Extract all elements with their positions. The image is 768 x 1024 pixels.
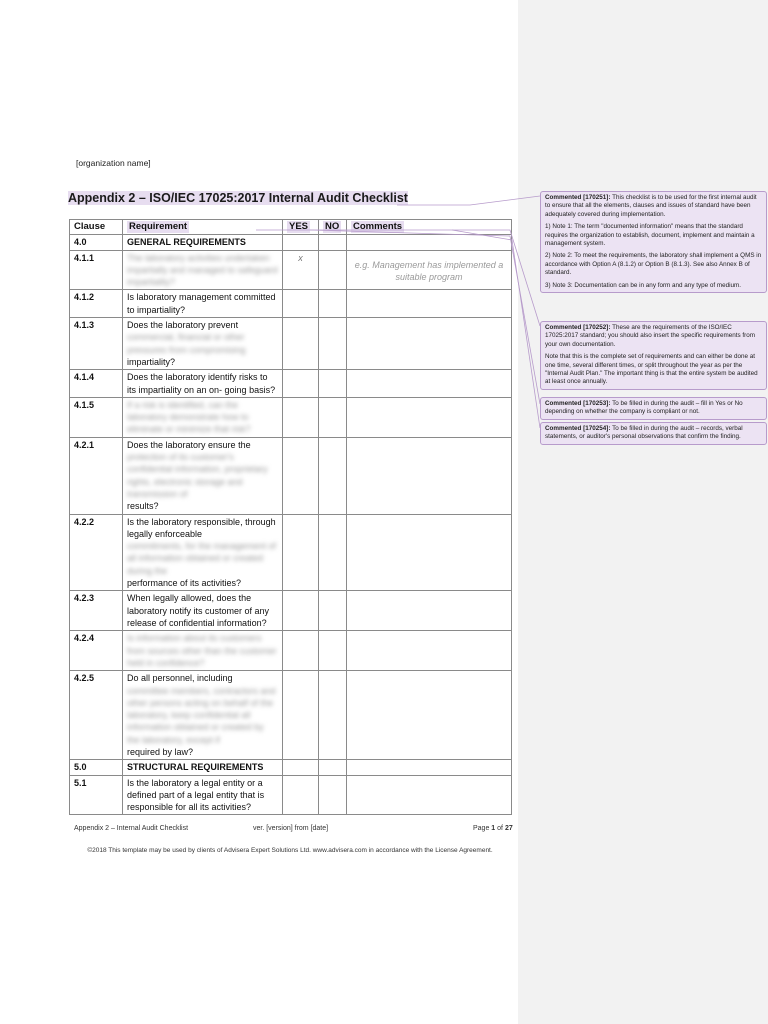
- section-heading: STRUCTURAL REQUIREMENTS: [123, 760, 283, 775]
- footer-page-of: of: [495, 825, 505, 832]
- clause-cell: 4.0: [70, 235, 123, 250]
- requirement-text: impartiality?: [127, 356, 176, 367]
- comment-id: Commented [170253]:: [545, 400, 611, 407]
- clause-cell: 4.1.1: [70, 250, 123, 290]
- comment-id: Commented [170252]:: [545, 324, 611, 331]
- organization-name: [organization name]: [76, 158, 151, 168]
- comment-text: To be filled in during the audit – records, verbal statements, or auditor's personal observations that confirm the finding.: [545, 425, 743, 441]
- header-no-label: NO: [325, 221, 340, 232]
- comment-balloon[interactable]: [540, 191, 767, 293]
- comment-balloon[interactable]: [540, 422, 767, 445]
- requirement-text: performance of its activities?: [127, 578, 242, 589]
- comment-text: This checklist is to be used for the first internal audit to ensure that all the elements, clauses and issues of standard have been adequately covered during implementation.: [545, 194, 757, 218]
- copyright-notice: ©2018 This template may be used by clients of Advisera Expert Solutions Ltd. www.advisera.com in accordance with the License Agreement.: [87, 847, 493, 854]
- clause-cell: 4.2.5: [70, 671, 123, 760]
- clause-cell: 4.1.5: [70, 397, 123, 437]
- connector-line: [310, 230, 540, 404]
- comment-paragraph: 3) Note 3: Documentation can be in any form and any type of medium.: [545, 281, 742, 289]
- clause-cell: 4.1.2: [70, 290, 123, 318]
- clause-cell: 5.0: [70, 760, 123, 775]
- yes-cell[interactable]: x: [283, 250, 319, 290]
- comment-balloon[interactable]: [540, 397, 767, 420]
- requirement-text: results?: [127, 501, 159, 512]
- requirement-text-blurred: Is information about its customers from sources other than the customer held in confidence?: [127, 633, 277, 668]
- requirement-text-blurred: If a risk is identified, can the laboratory demonstrate how to eliminate or minimize that risk?: [127, 399, 251, 435]
- requirement-cell: When legally allowed, does the laboratory notify its customer of any release of confidential information?: [123, 591, 283, 631]
- connector-line: [256, 230, 540, 326]
- requirement-cell: Is the laboratory a legal entity or a defined part of a legal entity that is responsible for all its activities?: [123, 775, 283, 815]
- footer-page-label: Page: [473, 825, 492, 832]
- clause-cell: 4.1.3: [70, 318, 123, 370]
- requirement-text-blurred: protection of its customer's confidential information, proprietary rights, electronic storage and transmission of: [127, 452, 268, 499]
- clause-cell: 5.1: [70, 775, 123, 815]
- requirement-cell: Is laboratory management committed to impartiality?: [123, 290, 283, 318]
- document-title-text: Appendix 2 – ISO/IEC 17025:2017 Internal Audit Checklist: [68, 191, 408, 205]
- requirement-text-blurred: committee members, contractors and other persons acting on behalf of the laboratory, keep confidential all information obtained or created by the laboratory, except if: [127, 685, 276, 745]
- header-clause: Clause: [70, 220, 123, 235]
- comment-paragraph: Note that this is the complete set of requirements and can either be done at one time, several different times, or split throughout the year as per the "Internal Audit Plan." The important thing is that the entire system be audited at least once annually.: [545, 353, 758, 386]
- section-heading: GENERAL REQUIREMENTS: [123, 235, 283, 250]
- requirement-text: Do all personnel, including: [127, 673, 233, 684]
- comment-paragraph: 2) Note 2: To meet the requirements, the laboratory shall implement a QMS in accordance with Option A (8.1.2) or Option B (8.1.3). See also Annex B of standard.: [545, 252, 762, 277]
- requirement-text-blurred: The laboratory activities undertaken impartially and managed to safeguard impartiality?: [127, 252, 278, 288]
- requirement-text: Does the laboratory prevent: [127, 320, 239, 331]
- footer-left: Appendix 2 – Internal Audit Checklist: [74, 825, 189, 832]
- footer-page-current: 1: [491, 825, 496, 832]
- clause-cell: 4.2.3: [70, 591, 123, 631]
- clause-cell: 4.2.4: [70, 631, 123, 671]
- requirement-text-blurred: commercial, financial or other pressures from compromising: [127, 332, 246, 355]
- comment-id: Commented [170254]:: [545, 425, 611, 432]
- comment-paragraph: 1) Note 1: The term "documented information" means that the standard requires the organization to establish, document, implement and maintain a management system.: [545, 223, 755, 248]
- comments-cell[interactable]: e.g. Management has implemented a suitable program: [347, 250, 512, 290]
- footer-page-total: 27: [504, 825, 513, 832]
- header-yes-label: YES: [289, 221, 309, 232]
- connector-line: [397, 196, 540, 205]
- clause-cell: 4.1.4: [70, 370, 123, 398]
- requirement-text: Is the laboratory responsible, through legally enforceable: [127, 516, 276, 539]
- requirement-cell: Does the laboratory identify risks to its impartiality on an on- going basis?: [123, 370, 283, 398]
- header-requirement-label: Requirement: [129, 221, 188, 232]
- requirement-text-blurred: commitments, for the management of all information obtained or created during the: [127, 541, 277, 576]
- clause-cell: 4.2.2: [70, 514, 123, 591]
- requirement-text: required by law?: [127, 746, 194, 757]
- clause-cell: 4.2.1: [70, 437, 123, 514]
- comment-id: Commented [170251]:: [545, 194, 611, 201]
- comment-text: To be filled in during the audit – fill in Yes or No depending on whether the company is compliant or not.: [545, 400, 743, 416]
- comment-text: These are the requirements of the ISO/IEC 17025:2017 standard; you should also insert the specific requirements from your own documentation.: [545, 324, 756, 348]
- footer-version: ver. [version] from [date]: [253, 825, 329, 832]
- header-comments-label: Comments: [353, 221, 403, 232]
- requirement-text: Does the laboratory ensure the: [127, 439, 251, 450]
- comment-balloon[interactable]: [540, 321, 767, 390]
